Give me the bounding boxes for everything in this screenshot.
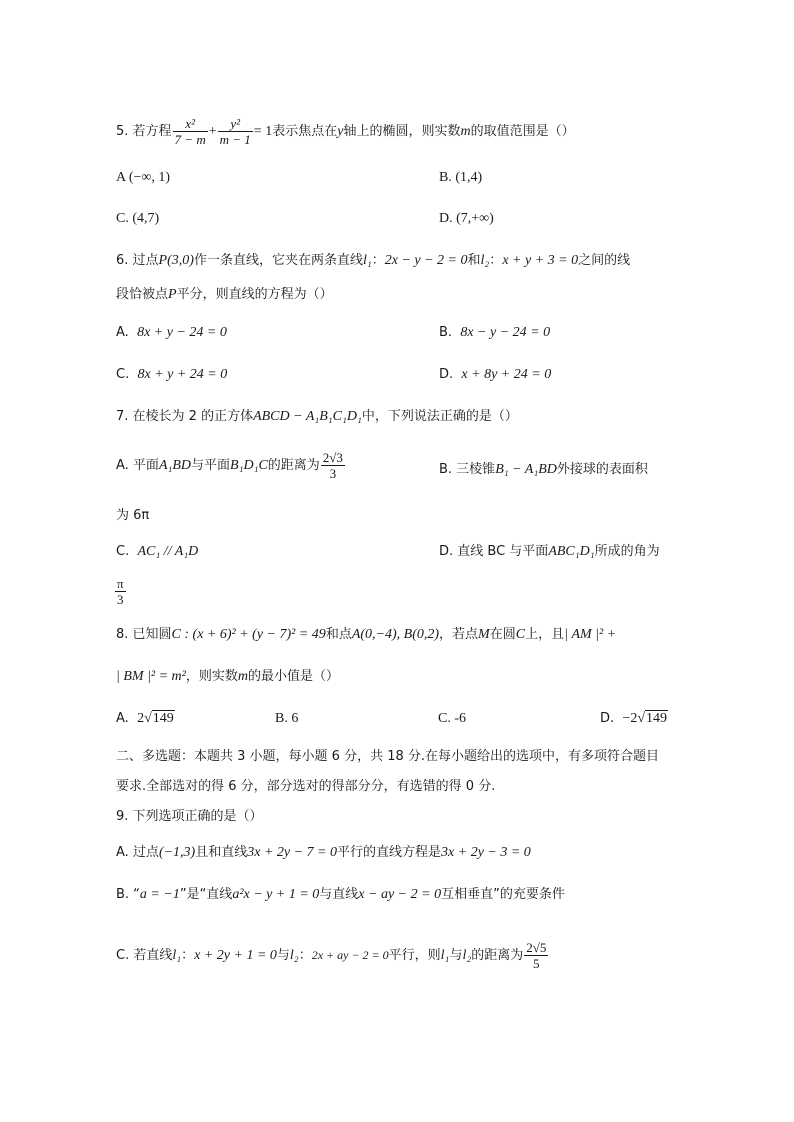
q9-option-b: B. “a = −1”是“直线a²x − y + 1 = 0与直线x − ay − 2 = 0互相垂直”的充要条件 xyxy=(116,887,565,902)
q6-option-a: A. 8x + y − 24 = 0 xyxy=(116,325,227,340)
q5-stem: 5. 若方程 $\frac{\text{x²}}{7 - m}$ + $\frac{\text{y²}}{m - 1}$ = 1表示焦点在y轴上的椭圆，则实数m的取值范围是（） xyxy=(116,116,575,147)
q6-option-c: C. 8x + y + 24 = 0 xyxy=(116,367,228,382)
q7-option-d: D. 直线 BC 与平面ABC₁D₁所成的角为 xyxy=(439,544,660,559)
q8-option-a: A. 2√149 xyxy=(116,711,174,726)
q7-option-a-fraction: $\frac{2√3}{3}$ xyxy=(322,450,343,481)
q8-stem-line2: | BM |² = m²，则实数m的最小值是（） xyxy=(116,669,340,684)
sqrt-sign: √ xyxy=(637,711,646,726)
q7-option-b: B. 三棱锥B₁ − A₁BD外接球的表面积 xyxy=(439,462,648,477)
q5-option-d: D. (7,+∞) xyxy=(439,211,494,226)
q6-stem-line2: 段恰被点P平分，则直线的方程为（） xyxy=(116,287,333,302)
q7-option-d-fraction: $\frac{\pi}{3}$ xyxy=(117,576,124,607)
q9-stem: 9. 下列选项正确的是（） xyxy=(116,809,263,824)
q5-option-c: C. (4,7) xyxy=(116,211,160,226)
q6-option-b: B. 8x − y − 24 = 0 xyxy=(439,325,551,340)
q6-stem-line1: 6. 过点P(3,0)作一条直线，它夹在两条直线l₁：2x − y − 2 = 0和l₂：x + y + 3 = 0之间的线 xyxy=(116,253,631,268)
section2-heading-line2: 要求.全部选对的得 6 分，部分选对的得部分分，有选错的得 0 分. xyxy=(116,779,496,794)
q8-option-d: D. −2√149 xyxy=(600,711,668,726)
q9-option-a: A. 过点(−1,3)且和直线3x + 2y − 7 = 0平行的直线方程是3x + 2y − 3 = 0 xyxy=(116,845,531,860)
q7-option-a: A. 平面A₁BD与平面B₁D₁C的距离为 $\frac{2√3}{3}$ xyxy=(116,450,343,481)
q5-fraction-2: $\frac{\text{y²}}{m - 1}$ xyxy=(219,116,251,147)
q7-option-c: C. AC₁ // A₁D xyxy=(116,544,199,559)
q5-fraction-1: $\frac{\text{x²}}{7 - m}$ xyxy=(174,116,206,147)
q9-option-c: C. 若直线l₁：x + 2y + 1 = 0与l₂：2x + ay − 2 = 0平行，则l₁与l₂的距离为 $\frac{2√5}{5}$ xyxy=(116,940,547,971)
q8-option-c: C. -6 xyxy=(438,711,466,726)
q5-stem-a: 5. 若方程 xyxy=(116,124,172,139)
q7-stem: 7. 在棱长为 2 的正方体ABCD − A₁B₁C₁D₁中，下列说法正确的是（） xyxy=(116,409,518,424)
q9-option-c-fraction: $\frac{2√5}{5}$ xyxy=(526,940,547,971)
q6-option-d: D. x + 8y + 24 = 0 xyxy=(439,367,552,382)
section2-heading-line1: 二、多选题：本题共 3 小题，每小题 6 分，共 18 分.在每小题给出的选项中，有多项符合题目 xyxy=(116,749,660,764)
q5-option-b: B. (1,4) xyxy=(439,170,483,185)
q5-option-a: A (−∞, 1) xyxy=(116,170,171,185)
q7-option-b-cont: 为 6π xyxy=(116,508,150,523)
q8-option-b: B. 6 xyxy=(275,711,299,726)
q8-stem-line1: 8. 已知圆C : (x + 6)² + (y − 7)² = 49和点A(0,−4), B(0,2)，若点M在圆C上，且| AM |² + xyxy=(116,627,617,642)
sqrt-sign: √ xyxy=(144,711,152,726)
